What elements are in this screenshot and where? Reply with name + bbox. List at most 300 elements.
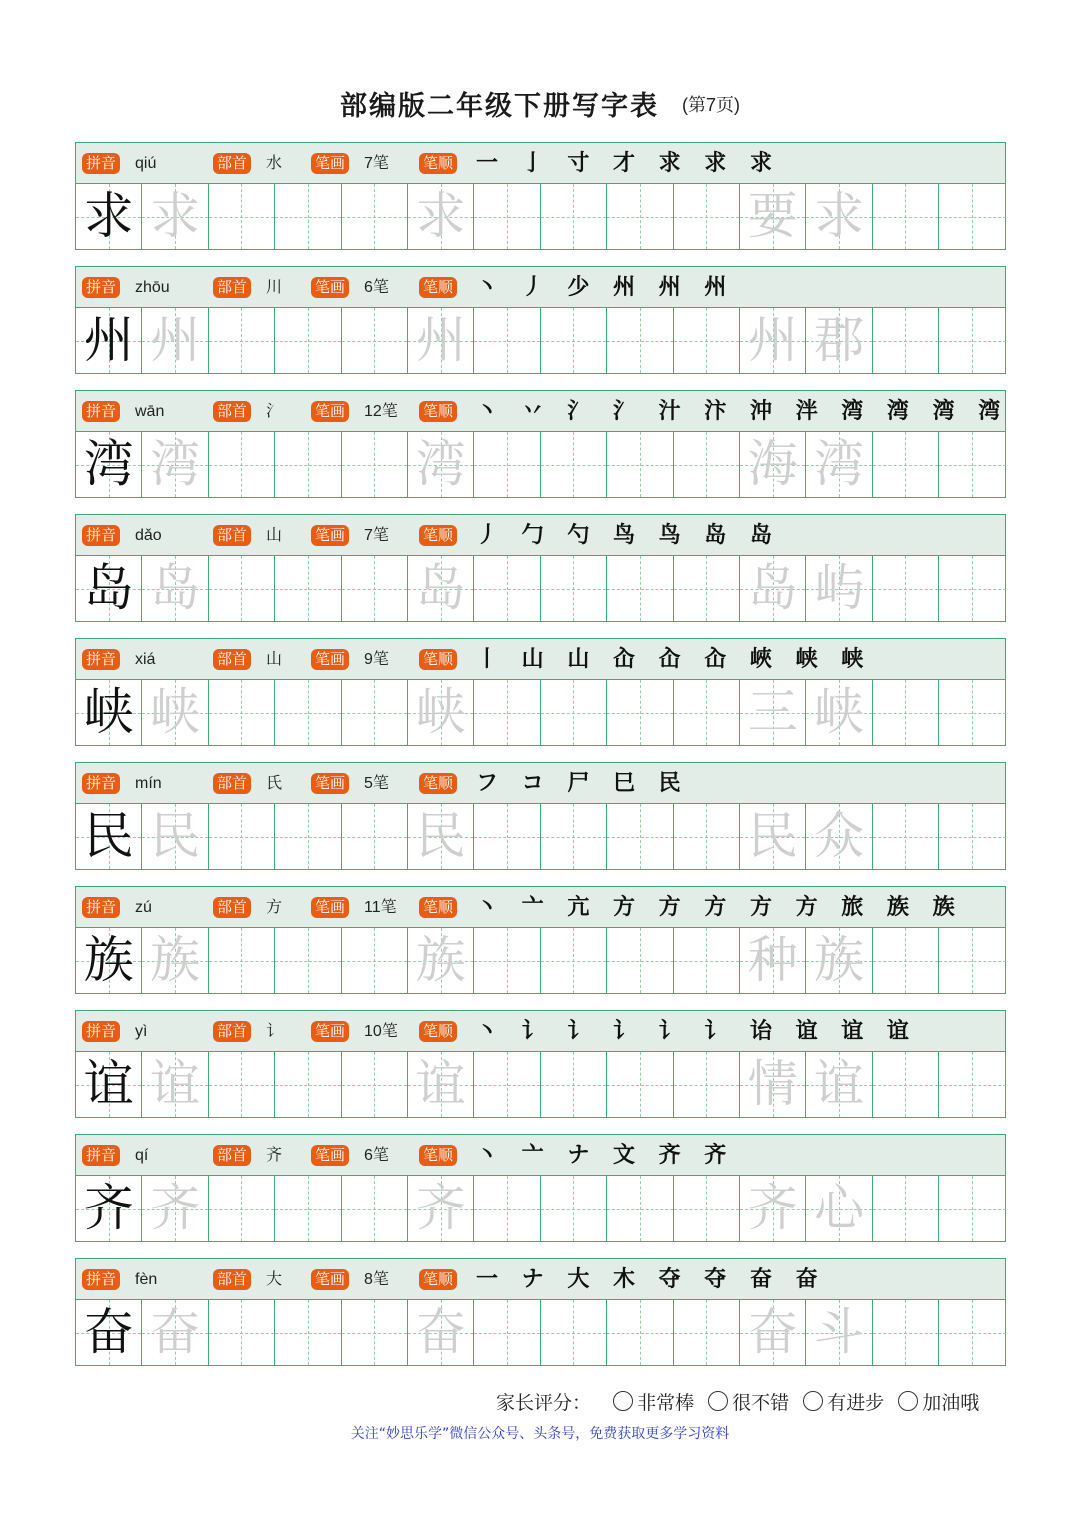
writing-cell[interactable] <box>740 1300 806 1365</box>
stroke-count-value: 6笔 <box>364 1147 389 1164</box>
writing-cell[interactable] <box>674 556 740 621</box>
pinyin-tag: 拼音 <box>82 1021 120 1042</box>
stroke-order-sequence: フ コ 尸 巳 民 <box>476 770 689 796</box>
writing-cell[interactable] <box>142 184 208 249</box>
trace-character: 齐 <box>150 1179 201 1237</box>
char-entry <box>75 266 1006 374</box>
writing-cell[interactable] <box>275 928 341 993</box>
writing-cell[interactable] <box>474 432 540 497</box>
writing-cell[interactable] <box>607 1300 673 1365</box>
writing-cell[interactable] <box>474 680 540 745</box>
writing-cell[interactable] <box>474 308 540 373</box>
stroke-order-sequence: 一 ナ 大 木 夺 夺 奋 奋 <box>476 1266 826 1292</box>
radical-tag: 部首 <box>213 525 251 546</box>
char-entry <box>75 886 1006 994</box>
trace-word-char: 屿 <box>814 559 865 617</box>
radical-tag: 部首 <box>213 1269 251 1290</box>
writing-cell[interactable] <box>142 1176 208 1241</box>
char-info-bar <box>76 515 1005 556</box>
writing-cell[interactable] <box>607 804 673 869</box>
char-info-bar <box>76 391 1009 432</box>
trace-character: 岛 <box>150 559 201 617</box>
char-info-bar <box>76 267 1005 308</box>
model-character: 族 <box>83 931 134 989</box>
writing-cell[interactable] <box>408 928 474 993</box>
tianzige-grid <box>76 1176 1005 1241</box>
writing-cell[interactable] <box>740 556 806 621</box>
writing-cell[interactable] <box>939 1176 1005 1241</box>
writing-cell[interactable] <box>76 804 142 869</box>
pinyin-tag: 拼音 <box>82 525 120 546</box>
writing-cell[interactable] <box>541 1052 607 1117</box>
trace-word-char: 谊 <box>814 1055 865 1113</box>
trace-word-char: 岛 <box>747 559 798 617</box>
trace-character: 峡 <box>415 683 466 741</box>
char-entry <box>75 638 1006 746</box>
stroke-order-sequence: 丿 勹 勺 鸟 鸟 岛 岛 <box>476 522 780 548</box>
stroke-order-sequence: 丨 山 山 屳 屳 屳 峽 峡 峡 <box>476 646 872 672</box>
pinyin-tag: 拼音 <box>82 649 120 670</box>
stroke-order-tag: 笔顺 <box>419 1145 457 1166</box>
writing-cell[interactable] <box>873 1300 939 1365</box>
radical-tag: 部首 <box>213 153 251 174</box>
writing-cell[interactable] <box>939 432 1005 497</box>
writing-cell[interactable] <box>674 804 740 869</box>
writing-cell[interactable] <box>806 184 872 249</box>
writing-cell[interactable] <box>873 1176 939 1241</box>
writing-cell[interactable] <box>474 1052 540 1117</box>
trace-word-char: 心 <box>814 1179 865 1237</box>
trace-word-char: 斗 <box>814 1303 865 1361</box>
pinyin-tag: 拼音 <box>82 401 120 422</box>
pinyin-value: xiá <box>135 651 156 668</box>
tianzige-grid <box>76 928 1005 993</box>
writing-cell[interactable] <box>607 1176 673 1241</box>
writing-cell[interactable] <box>541 1176 607 1241</box>
radical-value: 水 <box>266 155 283 172</box>
char-info-bar <box>76 639 1005 680</box>
writing-cell[interactable] <box>209 1052 275 1117</box>
rating-option-keep-going[interactable]: 加油哦 <box>898 1392 979 1414</box>
trace-character: 民 <box>150 807 201 865</box>
writing-cell[interactable] <box>209 184 275 249</box>
writing-cell[interactable] <box>939 680 1005 745</box>
writing-cell[interactable] <box>142 556 208 621</box>
model-character: 湾 <box>83 435 134 493</box>
writing-cell[interactable] <box>939 1300 1005 1365</box>
writing-cell[interactable] <box>408 1300 474 1365</box>
trace-word-char: 民 <box>747 807 798 865</box>
writing-cell[interactable] <box>408 1176 474 1241</box>
stroke-count-tag: 笔画 <box>311 277 349 298</box>
model-character: 齐 <box>83 1179 134 1237</box>
writing-cell[interactable] <box>408 1052 474 1117</box>
writing-cell[interactable] <box>939 1052 1005 1117</box>
writing-cell[interactable] <box>209 680 275 745</box>
writing-cell[interactable] <box>806 804 872 869</box>
writing-cell[interactable] <box>740 184 806 249</box>
char-info-bar <box>76 763 1005 804</box>
model-character: 民 <box>83 807 134 865</box>
writing-cell[interactable] <box>275 184 341 249</box>
writing-cell[interactable] <box>674 184 740 249</box>
writing-cell[interactable] <box>674 432 740 497</box>
writing-cell[interactable] <box>408 556 474 621</box>
radical-value: 川 <box>266 279 283 296</box>
writing-cell[interactable] <box>674 1176 740 1241</box>
tianzige-grid <box>76 184 1005 249</box>
radio-circle-icon[interactable] <box>708 1391 728 1411</box>
tianzige-grid <box>76 432 1005 497</box>
writing-cell[interactable] <box>142 432 208 497</box>
rating-option-progress[interactable]: 有进步 <box>803 1392 884 1414</box>
pinyin-tag: 拼音 <box>82 897 120 918</box>
trace-word-char: 郡 <box>814 311 865 369</box>
writing-cell[interactable] <box>806 680 872 745</box>
writing-cell[interactable] <box>76 1052 142 1117</box>
pinyin-value: wān <box>135 403 165 420</box>
stroke-order-tag: 笔顺 <box>419 773 457 794</box>
trace-word-char: 族 <box>814 931 865 989</box>
trace-character: 峡 <box>150 683 201 741</box>
writing-cell[interactable] <box>142 308 208 373</box>
writing-cell[interactable] <box>342 556 408 621</box>
stroke-order-sequence: 一 亅 寸 才 求 求 求 <box>476 150 780 176</box>
stroke-count-value: 7笔 <box>364 155 389 172</box>
writing-cell[interactable] <box>806 1300 872 1365</box>
writing-cell[interactable] <box>873 308 939 373</box>
writing-cell[interactable] <box>541 680 607 745</box>
radical-tag: 部首 <box>213 277 251 298</box>
writing-cell[interactable] <box>607 556 673 621</box>
writing-cell[interactable] <box>474 928 540 993</box>
writing-cell[interactable] <box>76 1300 142 1365</box>
tianzige-grid <box>76 556 1005 621</box>
writing-cell[interactable] <box>607 184 673 249</box>
stroke-count-tag: 笔画 <box>311 773 349 794</box>
page-number: (第7页) <box>682 94 741 115</box>
pinyin-value: zú <box>135 899 152 916</box>
stroke-order-tag: 笔顺 <box>419 277 457 298</box>
writing-cell[interactable] <box>740 1052 806 1117</box>
writing-cell[interactable] <box>541 1300 607 1365</box>
trace-word-char: 湾 <box>814 435 865 493</box>
radical-tag: 部首 <box>213 1145 251 1166</box>
stroke-order-sequence: 丶 亠 ナ 文 齐 齐 <box>476 1142 735 1168</box>
model-character: 峡 <box>83 683 134 741</box>
writing-cell[interactable] <box>342 308 408 373</box>
stroke-order-tag: 笔顺 <box>419 649 457 670</box>
stroke-count-tag: 笔画 <box>311 153 349 174</box>
writing-cell[interactable] <box>873 1052 939 1117</box>
char-entry <box>75 762 1006 870</box>
writing-cell[interactable] <box>209 1176 275 1241</box>
rating-option-excellent[interactable]: 非常棒 <box>613 1392 694 1414</box>
stroke-order-tag: 笔顺 <box>419 525 457 546</box>
trace-word-char: 要 <box>747 187 798 245</box>
writing-cell[interactable] <box>541 184 607 249</box>
char-entry <box>75 514 1006 622</box>
writing-cell[interactable] <box>873 680 939 745</box>
tianzige-grid <box>76 804 1005 869</box>
trace-character: 湾 <box>150 435 201 493</box>
pinyin-value: qí <box>135 1147 149 1164</box>
radio-circle-icon[interactable] <box>803 1391 823 1411</box>
stroke-order-tag: 笔顺 <box>419 153 457 174</box>
char-info-bar <box>76 1135 1005 1176</box>
writing-cell[interactable] <box>873 556 939 621</box>
tianzige-grid <box>76 680 1005 745</box>
trace-word-char: 奋 <box>747 1303 798 1361</box>
writing-cell[interactable] <box>474 1176 540 1241</box>
writing-cell[interactable] <box>873 804 939 869</box>
writing-cell[interactable] <box>408 804 474 869</box>
writing-cell[interactable] <box>740 432 806 497</box>
writing-cell[interactable] <box>607 928 673 993</box>
trace-word-char: 海 <box>747 435 798 493</box>
footer-note: 关注“妙思乐学”微信公众号、头条号，免费获取更多学习资料 <box>350 1426 730 1442</box>
writing-cell[interactable] <box>541 432 607 497</box>
parent-rating <box>496 1388 979 1415</box>
trace-word-char: 峡 <box>814 683 865 741</box>
writing-cell[interactable] <box>740 308 806 373</box>
char-info-bar <box>76 143 1005 184</box>
writing-cell[interactable] <box>76 1176 142 1241</box>
tianzige-grid <box>76 1052 1005 1117</box>
model-character: 奋 <box>83 1303 134 1361</box>
writing-cell[interactable] <box>939 308 1005 373</box>
stroke-count-value: 6笔 <box>364 279 389 296</box>
trace-character: 湾 <box>415 435 466 493</box>
pinyin-value: fèn <box>135 1271 158 1288</box>
radical-value: 讠 <box>266 1023 283 1040</box>
stroke-order-sequence: 丶 讠 讠 讠 讠 讠 诒 谊 谊 谊 <box>476 1018 917 1044</box>
radical-tag: 部首 <box>213 773 251 794</box>
trace-character: 谊 <box>415 1055 466 1113</box>
stroke-count-value: 9笔 <box>364 651 389 668</box>
stroke-count-value: 8笔 <box>364 1271 389 1288</box>
char-entry <box>75 390 1009 498</box>
radical-value: 方 <box>266 899 283 916</box>
writing-cell[interactable] <box>541 804 607 869</box>
trace-character: 州 <box>415 311 466 369</box>
rating-label: 家长评分： <box>496 1392 592 1414</box>
stroke-count-value: 10笔 <box>364 1023 398 1040</box>
writing-cell[interactable] <box>674 308 740 373</box>
writing-cell[interactable] <box>142 928 208 993</box>
trace-word-char: 齐 <box>747 1179 798 1237</box>
writing-cell[interactable] <box>939 184 1005 249</box>
writing-cell[interactable] <box>873 184 939 249</box>
writing-cell[interactable] <box>408 432 474 497</box>
writing-cell[interactable] <box>342 680 408 745</box>
char-info-bar <box>76 1259 1005 1300</box>
writing-cell[interactable] <box>342 1176 408 1241</box>
stroke-count-value: 5笔 <box>364 775 389 792</box>
char-info-bar <box>76 1011 1005 1052</box>
writing-cell[interactable] <box>806 1176 872 1241</box>
writing-cell[interactable] <box>76 680 142 745</box>
trace-character: 奋 <box>150 1303 201 1361</box>
trace-character: 族 <box>150 931 201 989</box>
rating-option-good[interactable]: 很不错 <box>708 1392 789 1414</box>
writing-cell[interactable] <box>209 804 275 869</box>
pinyin-tag: 拼音 <box>82 1269 120 1290</box>
pinyin-tag: 拼音 <box>82 1145 120 1166</box>
writing-cell[interactable] <box>76 928 142 993</box>
trace-character: 求 <box>150 187 201 245</box>
trace-word-char: 种 <box>747 931 798 989</box>
writing-cell[interactable] <box>740 1176 806 1241</box>
writing-cell[interactable] <box>806 432 872 497</box>
writing-cell[interactable] <box>76 432 142 497</box>
radical-value: 氏 <box>266 775 283 792</box>
page-title: 部编版二年级下册写字表 <box>339 91 659 122</box>
model-character: 州 <box>83 311 134 369</box>
writing-cell[interactable] <box>275 1052 341 1117</box>
writing-cell[interactable] <box>740 804 806 869</box>
stroke-count-tag: 笔画 <box>311 1145 349 1166</box>
stroke-order-tag: 笔顺 <box>419 897 457 918</box>
radical-value: 大 <box>266 1271 283 1288</box>
stroke-count-value: 12笔 <box>364 403 398 420</box>
writing-cell[interactable] <box>342 1300 408 1365</box>
stroke-count-tag: 笔画 <box>311 897 349 918</box>
radio-circle-icon[interactable] <box>898 1391 918 1411</box>
pinyin-value: yì <box>135 1023 148 1040</box>
writing-cell[interactable] <box>76 308 142 373</box>
stroke-order-sequence: 丶 丷 氵 氵 汁 汴 沖 泮 湾 湾 湾 湾 <box>476 398 1009 424</box>
writing-cell[interactable] <box>209 308 275 373</box>
writing-cell[interactable] <box>342 432 408 497</box>
writing-cell[interactable] <box>408 184 474 249</box>
writing-cell[interactable] <box>806 1052 872 1117</box>
radical-tag: 部首 <box>213 401 251 422</box>
writing-cell[interactable] <box>740 928 806 993</box>
writing-cell[interactable] <box>76 184 142 249</box>
stroke-order-sequence: 丶 丿 少 州 州 州 <box>476 274 735 300</box>
trace-word-char: 三 <box>747 683 798 741</box>
page-header <box>0 84 1080 123</box>
writing-cell[interactable] <box>541 556 607 621</box>
writing-cell[interactable] <box>275 804 341 869</box>
stroke-count-value: 11笔 <box>364 899 397 916</box>
trace-character: 族 <box>415 931 466 989</box>
model-character: 谊 <box>83 1055 134 1113</box>
writing-cell[interactable] <box>939 928 1005 993</box>
stroke-count-value: 7笔 <box>364 527 389 544</box>
stroke-order-tag: 笔顺 <box>419 1021 457 1042</box>
writing-cell[interactable] <box>209 1300 275 1365</box>
writing-cell[interactable] <box>474 184 540 249</box>
writing-cell[interactable] <box>142 804 208 869</box>
writing-cell[interactable] <box>275 308 341 373</box>
writing-cell[interactable] <box>806 928 872 993</box>
char-entry <box>75 1258 1006 1366</box>
char-entry <box>75 1134 1006 1242</box>
writing-cell[interactable] <box>541 928 607 993</box>
char-entry <box>75 1010 1006 1118</box>
writing-cell[interactable] <box>474 1300 540 1365</box>
pinyin-tag: 拼音 <box>82 773 120 794</box>
model-character: 求 <box>83 187 134 245</box>
stroke-count-tag: 笔画 <box>311 401 349 422</box>
stroke-count-tag: 笔画 <box>311 1269 349 1290</box>
writing-cell[interactable] <box>674 928 740 993</box>
writing-cell[interactable] <box>142 1300 208 1365</box>
writing-cell[interactable] <box>142 1052 208 1117</box>
writing-cell[interactable] <box>76 556 142 621</box>
writing-cell[interactable] <box>275 1176 341 1241</box>
writing-cell[interactable] <box>275 432 341 497</box>
writing-cell[interactable] <box>342 1052 408 1117</box>
trace-character: 岛 <box>415 559 466 617</box>
writing-cell[interactable] <box>275 1300 341 1365</box>
writing-cell[interactable] <box>806 308 872 373</box>
writing-cell[interactable] <box>674 680 740 745</box>
trace-character: 谊 <box>150 1055 201 1113</box>
writing-cell[interactable] <box>474 556 540 621</box>
stroke-order-sequence: 丶 亠 亢 方 方 方 方 方 旅 族 族 <box>476 894 963 920</box>
writing-cell[interactable] <box>674 1052 740 1117</box>
radical-tag: 部首 <box>213 897 251 918</box>
trace-word-char: 众 <box>814 807 865 865</box>
writing-cell[interactable] <box>607 308 673 373</box>
char-info-bar <box>76 887 1005 928</box>
writing-cell[interactable] <box>873 928 939 993</box>
writing-cell[interactable] <box>939 804 1005 869</box>
trace-character: 民 <box>415 807 466 865</box>
trace-word-char: 求 <box>814 187 865 245</box>
stroke-order-tag: 笔顺 <box>419 1269 457 1290</box>
writing-cell[interactable] <box>342 928 408 993</box>
writing-cell[interactable] <box>408 308 474 373</box>
writing-cell[interactable] <box>474 804 540 869</box>
writing-cell[interactable] <box>408 680 474 745</box>
stroke-count-tag: 笔画 <box>311 1021 349 1042</box>
writing-cell[interactable] <box>806 556 872 621</box>
stroke-order-tag: 笔顺 <box>419 401 457 422</box>
writing-cell[interactable] <box>607 680 673 745</box>
writing-cell[interactable] <box>939 556 1005 621</box>
pinyin-tag: 拼音 <box>82 153 120 174</box>
writing-cell[interactable] <box>674 1300 740 1365</box>
radical-value: 山 <box>266 527 283 544</box>
writing-cell[interactable] <box>342 184 408 249</box>
writing-cell[interactable] <box>607 1052 673 1117</box>
writing-cell[interactable] <box>142 680 208 745</box>
writing-cell[interactable] <box>342 804 408 869</box>
writing-cell[interactable] <box>209 432 275 497</box>
char-entry <box>75 142 1006 250</box>
trace-word-char: 州 <box>747 311 798 369</box>
radio-circle-icon[interactable] <box>613 1391 633 1411</box>
radical-value: 山 <box>266 651 283 668</box>
trace-character: 州 <box>150 311 201 369</box>
writing-cell[interactable] <box>275 556 341 621</box>
writing-cell[interactable] <box>209 928 275 993</box>
writing-cell[interactable] <box>607 432 673 497</box>
writing-cell[interactable] <box>209 556 275 621</box>
tianzige-grid <box>76 308 1005 373</box>
writing-cell[interactable] <box>740 680 806 745</box>
tianzige-grid <box>76 1300 1005 1365</box>
writing-cell[interactable] <box>541 308 607 373</box>
writing-cell[interactable] <box>275 680 341 745</box>
writing-cell[interactable] <box>873 432 939 497</box>
radical-value: 齐 <box>266 1147 283 1164</box>
pinyin-value: qiú <box>135 155 157 172</box>
